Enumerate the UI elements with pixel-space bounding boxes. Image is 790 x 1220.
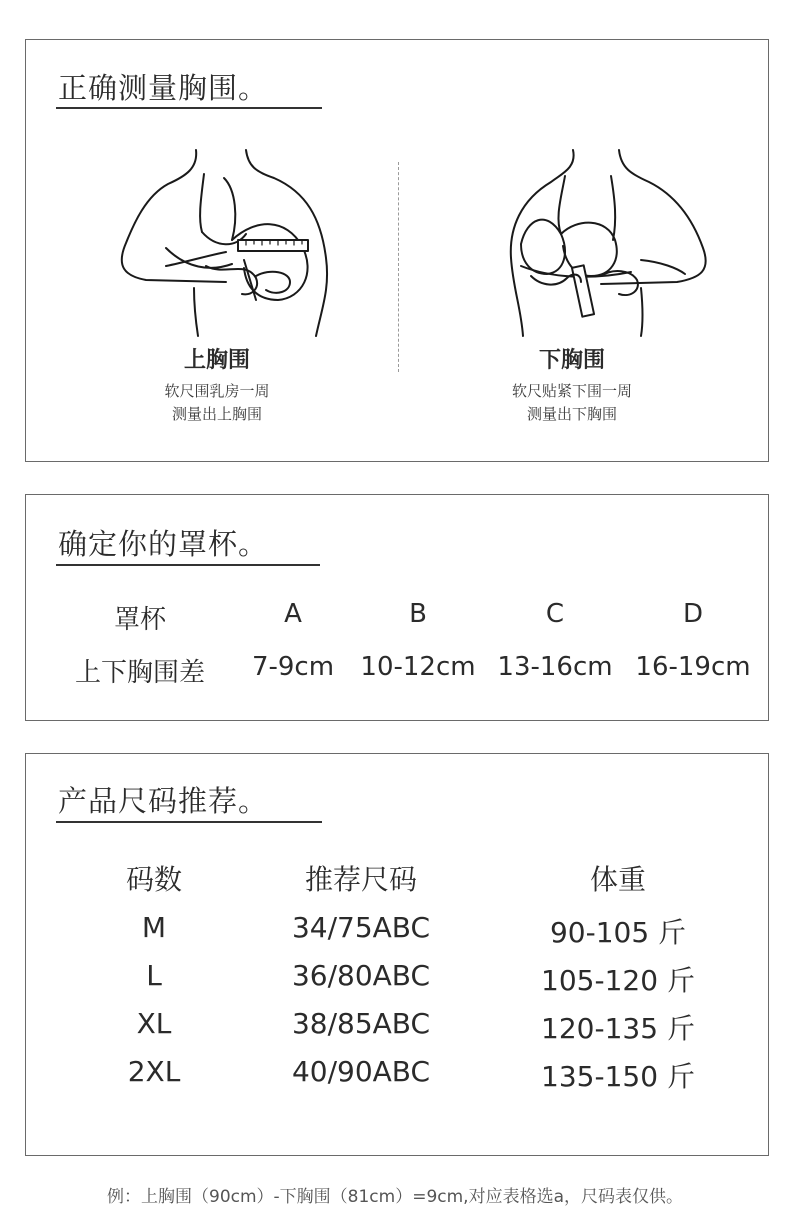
upper-desc-line2: 测量出上胸围	[171, 405, 262, 423]
size-value: 36/80ABC	[291, 959, 431, 992]
size-weight: 90-105 斤	[549, 916, 687, 949]
size-code: M	[141, 911, 167, 944]
upper-bust-description	[107, 380, 327, 426]
lower-desc-line1: 软尺贴紧下围一周	[511, 382, 632, 400]
upper-desc-line1: 软尺围乳房一周	[164, 382, 270, 400]
upper-bust-label: 上胸围	[183, 348, 250, 373]
size-title: 产品尺码推荐。	[58, 784, 269, 818]
size-weight: 105-120 斤	[541, 964, 695, 997]
measure-title: 正确测量胸围。	[58, 71, 269, 105]
cup-letter: D	[682, 599, 704, 629]
cup-row-label: 上下胸围差	[74, 658, 206, 688]
example-footnote: 例：上胸围（90cm）-下胸围（81cm）=9cm,对应表格选a，尺码表仅供。	[107, 1187, 683, 1207]
cup-letter: A	[284, 599, 302, 629]
cup-range: 7-9cm	[251, 652, 335, 682]
size-value: 40/90ABC	[291, 1055, 431, 1088]
cup-range: 16-19cm	[635, 652, 751, 682]
size-weight: 120-135 斤	[541, 1012, 695, 1045]
size-code: XL	[136, 1007, 172, 1040]
measure-title-underline	[56, 107, 322, 109]
cup-panel	[25, 494, 769, 721]
size-code: 2XL	[127, 1055, 181, 1088]
lower-bust-label: 下胸围	[538, 348, 605, 373]
cup-range: 13-16cm	[497, 652, 613, 682]
size-value: 34/75ABC	[291, 911, 431, 944]
lower-bust-illustration	[481, 148, 711, 338]
cup-title-underline	[56, 564, 320, 566]
cup-letter: C	[545, 599, 565, 629]
size-title-underline	[56, 821, 322, 823]
size-header-size: 推荐尺码	[304, 863, 418, 896]
upper-bust-illustration	[106, 148, 336, 338]
lower-bust-description	[462, 380, 682, 426]
size-code: L	[146, 959, 162, 992]
cup-title: 确定你的罩杯。	[58, 527, 269, 561]
cup-letter: B	[409, 599, 427, 629]
cup-header-label: 罩杯	[113, 605, 167, 635]
measure-panel	[25, 39, 769, 462]
measure-divider	[398, 162, 399, 372]
size-header-weight: 体重	[589, 863, 647, 896]
size-weight: 135-150 斤	[541, 1060, 695, 1093]
size-panel	[25, 753, 769, 1156]
size-header-code: 码数	[125, 863, 183, 896]
size-value: 38/85ABC	[291, 1007, 431, 1040]
cup-range: 10-12cm	[360, 652, 476, 682]
lower-desc-line2: 测量出下胸围	[526, 405, 617, 423]
